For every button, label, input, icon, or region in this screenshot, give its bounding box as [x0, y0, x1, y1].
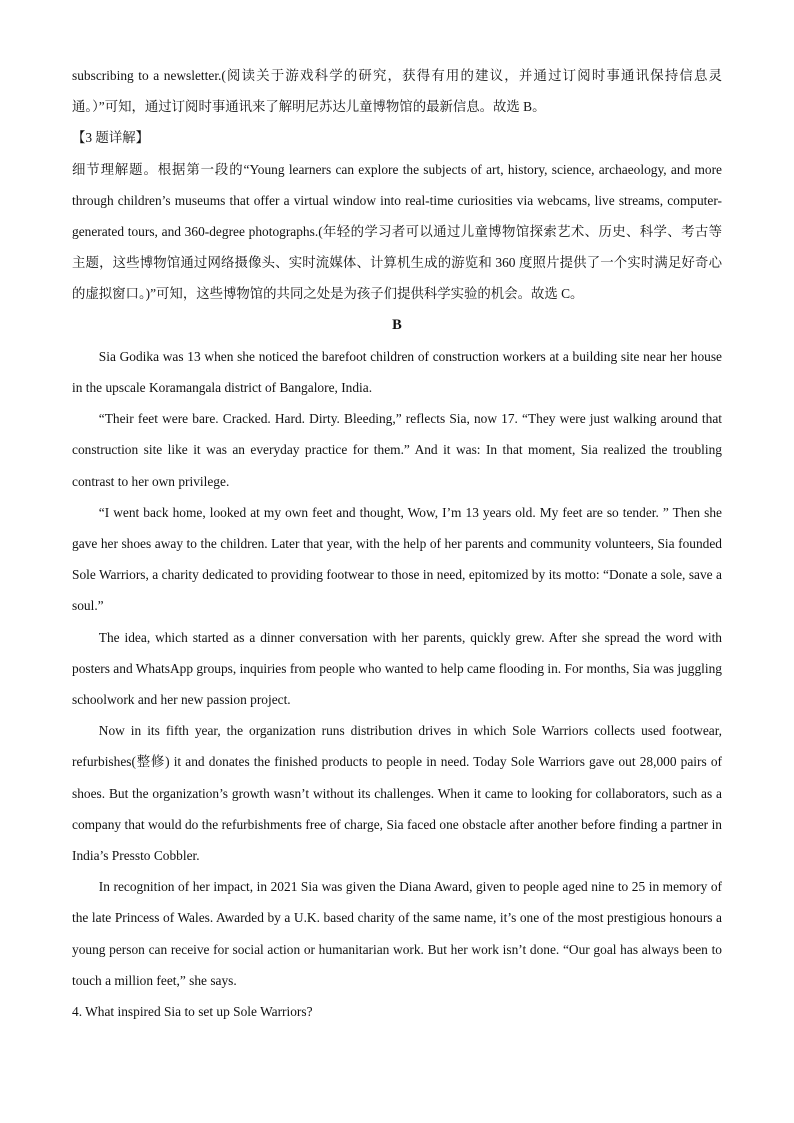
- passage-paragraph-5: Now in its fifth year, the organization runs distribution drives in which Sole Warriors collects used footwear, refurbishes(整修) it and donates the finished products to people in need. Today Sole Warriors gave out 28,000 pairs of shoes. But the organization’s growth wasn’t without its challenges. When it came to looking for collaborators, such as a company that would do the refurbishments free of charge, Sia faced one obstacle after another before finding a partner in India’s Pressto Cobbler.: [72, 723, 722, 864]
- question-3-heading: 【3 题详解】: [72, 130, 149, 146]
- section-b-title: B: [392, 316, 402, 333]
- passage-paragraph-1: Sia Godika was 13 when she noticed the barefoot children of construction workers at a building site near her house in the upscale Koramangala district of Bangalore, India.: [72, 348, 722, 396]
- passage-paragraph-3: “I went back home, looked at my own feet and thought, Wow, I’m 13 years old. My feet are so tender. ” Then she gave her shoes away to the children. Later that year, with the help of her parents and community volunteers, Sia founded Sole Warriors, a charity dedicated to providing footwear to those in need, epitomized by its motto: “Donate a sole, save a soul.”: [72, 504, 722, 614]
- document-page: [72, 60, 722, 1027]
- passage-paragraph-4: The idea, which started as a dinner conversation with her parents, quickly grew. After she spread the word with posters and WhatsApp groups, inquiries from people who wanted to help came flooding in. For months, Sia was juggling schoolwork and her new passion project.: [72, 629, 722, 708]
- question-3-explanation: 细节理解题。根据第一段的“Young learners can explore the subjects of art, history, science, archaeology, and more through children’s museums that offer a virtual window into real-time curiosities via webcams, live streams, computer-generated tours, and 360-degree photographs.(年轻的学习者可以通过儿童博物馆探索艺术、历史、科学、考古等主题，这些博物馆通过网络摄像头、实时流媒体、计算机生成的游览和 360 度照片提供了一个实时满足好奇心的虚拟窗口。)”可知，这些博物馆的共同之处是为孩子们提供科学实验的机会。故选 C。: [72, 161, 722, 302]
- answer-explanation-paragraph: subscribing to a newsletter.(阅读关于游戏科学的研究，获得有用的建议，并通过订阅时事通讯保持信息灵通。）”可知，通过订阅时事通讯来了解明尼苏达儿童博物馆的最新信息。故选 B。: [72, 68, 722, 115]
- passage-paragraph-2: “Their feet were bare. Cracked. Hard. Dirty. Bleeding,” reflects Sia, now 17. “They were just walking around that construction site like it was an everyday practice for them.” And it was: In that moment, Sia realized the troubling contrast to her own privilege.: [72, 411, 722, 489]
- passage-paragraph-6: In recognition of her impact, in 2021 Sia was given the Diana Award, given to people aged nine to 25 in memory of the late Princess of Wales. Awarded by a U.K. based charity of the same name, it’s one of the most prestigious honours a young person can receive for social action or humanitarian work. But her work isn’t done. “Our goal has always been to touch a million feet,” she says.: [72, 879, 722, 988]
- question-4: 4. What inspired Sia to set up Sole Warriors?: [72, 1004, 313, 1020]
